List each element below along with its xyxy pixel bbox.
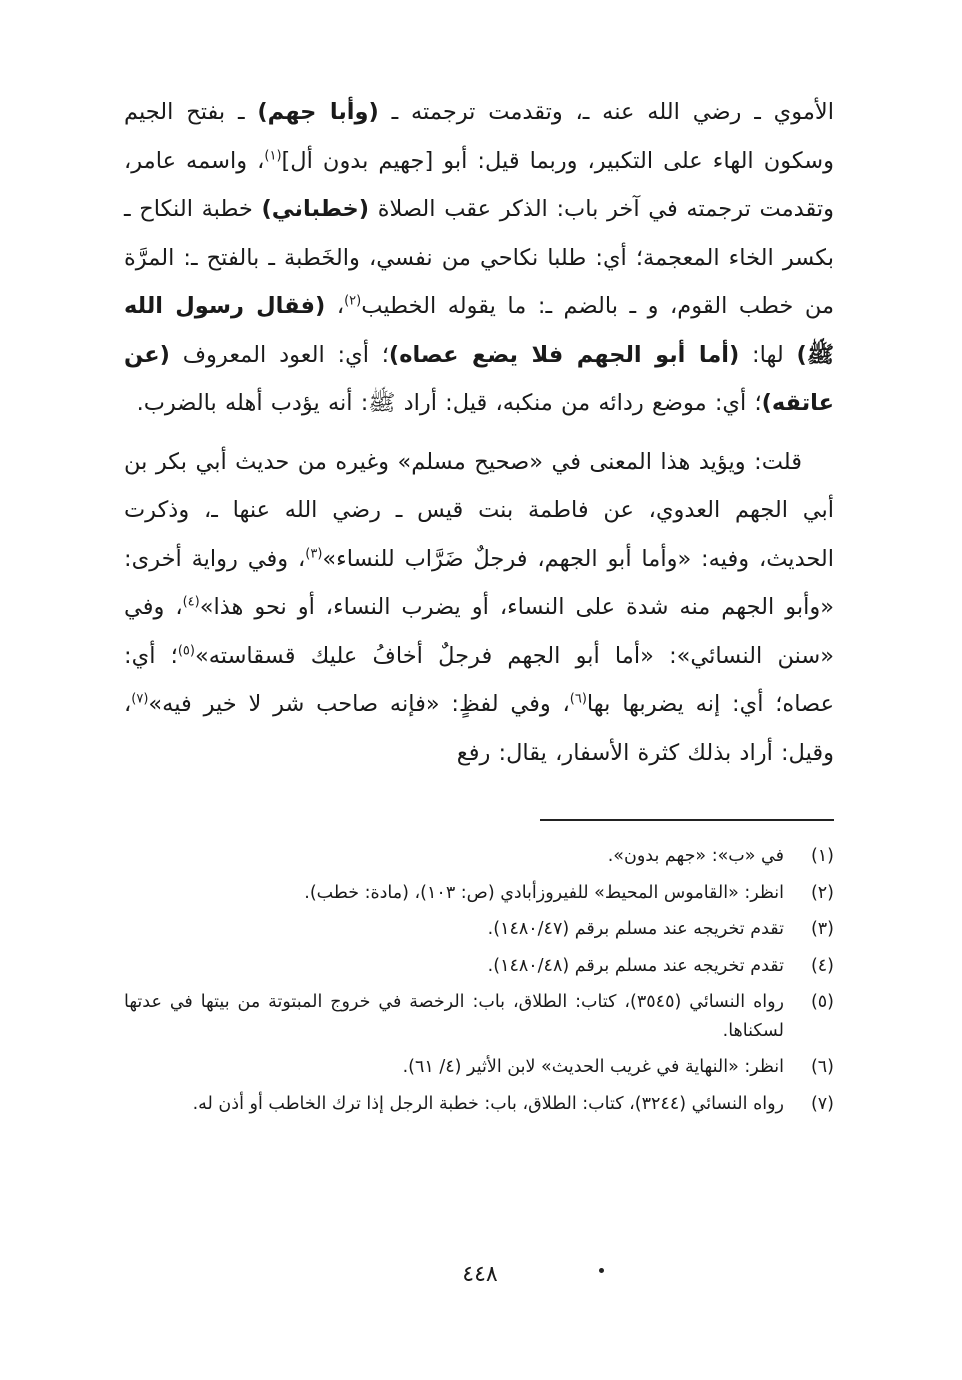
- footnote-text: في «ب»: «جهم بدون».: [607, 846, 784, 866]
- bold-text-run: (وأبا جهم): [257, 99, 379, 125]
- bold-text-run: (فقال رسول الله ﷺ): [124, 293, 834, 368]
- footnote-text: تقدم تخريجه عند مسلم برقم (١٤٨٠/٤٨).: [487, 955, 784, 976]
- main-text: [124, 88, 834, 777]
- footnote-number: (٣): [810, 919, 834, 939]
- footnote-text: رواه النسائي (٣٥٤٥)، كتاب: الطلاق، باب: الرخصة في خروج المبتوتة من بيتها في عدتها لسكناها.: [124, 992, 784, 1041]
- text-run: ، واسمه عامر، وتقدمت ترجمته في آخر باب: الذكر عقب الصلاة: [124, 147, 834, 222]
- footnote-number: (٢): [810, 882, 834, 903]
- footnote-item: [124, 915, 834, 944]
- footnote-separator: [540, 819, 834, 821]
- text-run: ؛ أي: العود المعروف: [169, 341, 389, 368]
- text-run: ، وفي «سنن النسائي»: «أما أبو الجهم فرجلٌ أخافُ عليك قسقاسته»: [124, 594, 834, 669]
- footnotes-list: [124, 842, 834, 1126]
- footnote-item: [124, 879, 834, 908]
- text-run: ،: [325, 293, 345, 319]
- footnote-ref[interactable]: (٦): [569, 691, 587, 707]
- text-run: ؛ أي: عصاه؛ أي: إنه يضربها بها: [124, 642, 834, 717]
- bold-text-run: (خطباني): [261, 196, 370, 222]
- page-number: ٤٤٨: [462, 1262, 498, 1287]
- footnote-number: (١): [810, 846, 834, 866]
- bold-text-run: (عن عاتقه): [124, 341, 834, 416]
- footnote-item: [124, 842, 834, 871]
- text-run: الأموي ـ رضي الله عنه ـ، وتقدمت ترجمته ـ: [378, 99, 835, 125]
- text-run: ، وفي رواية أخرى: «وأبو الجهم منه شدة على النساء، أو يضرب النساء، أو نحو هذا»: [124, 545, 834, 620]
- footnote-number: (٦): [810, 1057, 834, 1077]
- text-run: لها:: [739, 341, 797, 368]
- footnote-number: (٥): [810, 992, 834, 1012]
- footnote-ref[interactable]: (٥): [177, 643, 195, 658]
- page-dot-mark: [599, 1268, 604, 1273]
- footnote-item: [124, 1053, 834, 1082]
- text-run: خطبة النكاح ـ بكسر الخاء المعجمة؛ أي: طلبا نكاحي من نفسي، والخَطبة ـ بالفتح ـ: المرَّة من خطب القوم، و ـ بالضم ـ: ما يقوله الخطيب: [124, 196, 835, 319]
- footnote-ref[interactable]: (٧): [131, 691, 149, 707]
- paragraph-1: [124, 88, 834, 428]
- footnote-text: تقدم تخريجه عند مسلم برقم (١٤٨٠/٤٧).: [487, 919, 784, 939]
- footnote-item: [124, 1090, 834, 1119]
- footnote-item: [124, 988, 834, 1045]
- footnote-item: [124, 952, 834, 981]
- bold-text-run: (أما أبو الجهم فلا يضع عصاه): [388, 341, 740, 368]
- text-run: ، وفي لفظٍ: «فإنه صاحب شر لا خير فيه»: [148, 691, 570, 717]
- footnote-ref[interactable]: (٣): [305, 546, 323, 561]
- footnote-ref[interactable]: (٤): [182, 594, 200, 610]
- footnote-number: (٧): [810, 1093, 834, 1114]
- footnote-ref[interactable]: (٢): [344, 293, 362, 309]
- text-run: ، وقيل: أراد بذلك كثرة الأسفار، يقال: رفع: [124, 691, 834, 766]
- footnote-text: رواه النسائي (٣٢٤٤)، كتاب: الطلاق، باب: خطبة الرجل إذا ترك الخاطب أو أذن له.: [192, 1093, 784, 1114]
- footnote-text: انظر: «النهاية في غريب الحديث» لابن الأثير (٤/ ٦١).: [402, 1057, 784, 1077]
- text-run: ـ بفتح الجيم وسكون الهاء على التكبير، وربما قيل: أبو [جهيم بدون أل]: [124, 99, 834, 174]
- text-run: ؛ أي: موضع ردائه من منكبه، قيل: أراد ﷺ: أنه يؤدب أهله بالضرب.: [136, 390, 762, 416]
- text-run: قلت: ويؤيد هذا المعنى في «صحيح مسلم» وغيره من حديث أبي بكر بن أبي الجهم العدوي، عن فاطمة بنت قيس ـ رضي الله عنها ـ، وذكرت الحديث، وفيه: «وأما أبو الجهم، فرجلٌ ضَرَّاب للنساء»: [124, 448, 835, 572]
- footnote-number: (٤): [810, 955, 834, 976]
- footnote-ref[interactable]: (١): [264, 148, 282, 163]
- footnote-text: انظر: «القاموس المحيط» للفيروزأبادي (ص: ١٠٣)، (مادة: خطب).: [304, 882, 784, 903]
- paragraph-2: [124, 438, 834, 778]
